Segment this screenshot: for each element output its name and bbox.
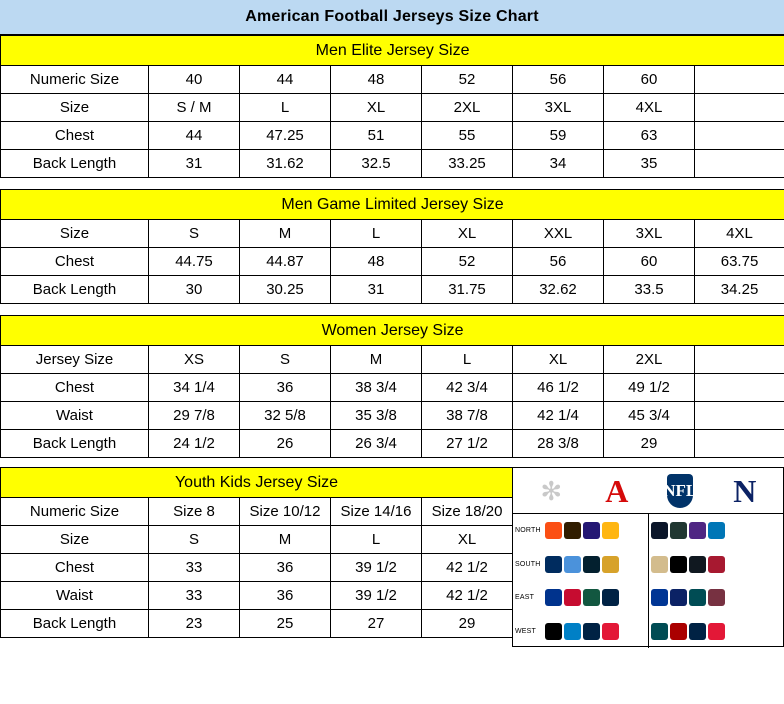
section-heading: Men Game Limited Jersey Size <box>1 190 784 220</box>
division-row-west <box>649 615 784 649</box>
table-row <box>1 582 513 610</box>
table-row <box>1 220 784 248</box>
table-row <box>1 346 784 374</box>
row-label: Chest <box>1 554 149 582</box>
team-logo-icon <box>545 623 562 640</box>
cell: Size 18/20 <box>422 498 513 526</box>
nfl-shield-icon: NFL <box>660 472 700 510</box>
row-label: Size <box>1 526 149 554</box>
cell: 44 <box>149 122 240 150</box>
cell: 32.62 <box>513 276 604 304</box>
team-logo-icon <box>564 623 581 640</box>
division-label: SOUTH <box>515 560 541 568</box>
cell <box>695 122 784 150</box>
team-logo-icon <box>602 623 619 640</box>
team-logo-icon <box>564 556 581 573</box>
team-logo-icon <box>670 556 687 573</box>
cell: S <box>149 526 240 554</box>
division-row-north <box>513 514 648 548</box>
section-heading: Youth Kids Jersey Size <box>1 468 513 498</box>
team-logo-icon <box>564 522 581 539</box>
team-logo-icon <box>564 589 581 606</box>
division-row-south <box>513 548 648 582</box>
team-logo-icon <box>670 589 687 606</box>
section-youth <box>0 467 512 638</box>
division-row-west <box>513 615 648 649</box>
cell: XS <box>149 346 240 374</box>
cell: XL <box>422 220 513 248</box>
table-women <box>0 315 784 458</box>
row-label: Size <box>1 220 149 248</box>
cell: 24 1/2 <box>149 430 240 458</box>
cell: 33.25 <box>422 150 513 178</box>
nfc-south-team-logos <box>651 556 725 573</box>
cell: 46 1/2 <box>513 374 604 402</box>
cell: 35 3/8 <box>331 402 422 430</box>
table-row <box>1 66 784 94</box>
cell: 40 <box>149 66 240 94</box>
cell: 3XL <box>513 94 604 122</box>
team-logo-icon <box>708 522 725 539</box>
cell: M <box>240 220 331 248</box>
cell: 33 <box>149 554 240 582</box>
row-label: Numeric Size <box>1 498 149 526</box>
table-row <box>1 430 784 458</box>
row-label: Waist <box>1 582 149 610</box>
cell: 59 <box>513 122 604 150</box>
division-row-north <box>649 514 784 548</box>
team-logo-icon <box>708 589 725 606</box>
cell: 29 7/8 <box>149 402 240 430</box>
row-label: Back Length <box>1 430 149 458</box>
table-section-header-row <box>1 468 513 498</box>
section-youth-and-logos <box>0 467 784 647</box>
cell: 36 <box>240 374 331 402</box>
section-women <box>0 315 784 458</box>
cell: 63 <box>604 122 695 150</box>
row-label: Back Length <box>1 610 149 638</box>
row-label: Chest <box>1 122 149 150</box>
team-logo-icon <box>689 556 706 573</box>
cell: 35 <box>604 150 695 178</box>
cell: XL <box>422 526 513 554</box>
team-logo-icon <box>708 556 725 573</box>
cell: 26 <box>240 430 331 458</box>
team-logo-icon <box>651 522 668 539</box>
division-label: EAST <box>515 594 535 602</box>
cell: Size 8 <box>149 498 240 526</box>
pro-bowl-star-icon: ✻ <box>540 475 563 506</box>
cell: 51 <box>331 122 422 150</box>
cell: 30 <box>149 276 240 304</box>
cell <box>695 150 784 178</box>
table-row <box>1 526 513 554</box>
cell <box>695 94 784 122</box>
cell <box>695 402 784 430</box>
cell: 52 <box>422 248 513 276</box>
cell: 42 3/4 <box>422 374 513 402</box>
row-label: Back Length <box>1 276 149 304</box>
cell: 31 <box>149 150 240 178</box>
cell: 4XL <box>695 220 784 248</box>
cell: 25 <box>240 610 331 638</box>
division-row-east <box>649 581 784 615</box>
table-row <box>1 122 784 150</box>
cell: 2XL <box>604 346 695 374</box>
team-logo-icon <box>583 556 600 573</box>
cell <box>695 346 784 374</box>
team-logo-icon <box>583 522 600 539</box>
cell: 28 3/8 <box>513 430 604 458</box>
team-logo-icon <box>583 589 600 606</box>
cell: Size 14/16 <box>331 498 422 526</box>
page-title: American Football Jerseys Size Chart <box>245 8 539 25</box>
nfl-logo-panel <box>512 467 784 647</box>
cell: L <box>240 94 331 122</box>
cell: 36 <box>240 554 331 582</box>
afc-north-team-logos <box>545 522 619 539</box>
nfc-north-team-logos <box>651 522 725 539</box>
page-footer-space <box>0 647 784 687</box>
cell: Size 10/12 <box>240 498 331 526</box>
table-row <box>1 402 784 430</box>
cell: 33 <box>149 582 240 610</box>
cell: 56 <box>513 248 604 276</box>
team-logo-icon <box>545 556 562 573</box>
team-logo-icon <box>689 522 706 539</box>
spacer <box>0 458 784 467</box>
conference-teams-block <box>513 514 783 648</box>
table-row <box>1 554 513 582</box>
team-logo-icon <box>545 522 562 539</box>
cell: 31.75 <box>422 276 513 304</box>
section-men-game-limited <box>0 189 784 304</box>
afc-east-team-logos <box>545 589 619 606</box>
table-men-elite <box>0 35 784 178</box>
nfc-teams-column <box>649 514 784 648</box>
cell: L <box>331 220 422 248</box>
afc-south-team-logos <box>545 556 619 573</box>
cell: 4XL <box>604 94 695 122</box>
team-logo-icon <box>670 522 687 539</box>
cell: 29 <box>422 610 513 638</box>
table-row <box>1 94 784 122</box>
cell: M <box>331 346 422 374</box>
cell: 2XL <box>422 94 513 122</box>
nfc-west-team-logos <box>651 623 725 640</box>
afc-west-team-logos <box>545 623 619 640</box>
afc-logo-icon: A <box>605 472 627 509</box>
section-heading: Women Jersey Size <box>1 316 784 346</box>
cell: 47.25 <box>240 122 331 150</box>
nfc-east-team-logos <box>651 589 725 606</box>
cell: XL <box>331 94 422 122</box>
cell: 44.87 <box>240 248 331 276</box>
section-heading: Men Elite Jersey Size <box>1 36 784 66</box>
team-logo-icon <box>651 589 668 606</box>
team-logo-icon <box>545 589 562 606</box>
cell: 44.75 <box>149 248 240 276</box>
spacer <box>0 304 784 315</box>
table-row <box>1 276 784 304</box>
cell: XL <box>513 346 604 374</box>
cell: 27 <box>331 610 422 638</box>
cell: 3XL <box>604 220 695 248</box>
cell: S <box>240 346 331 374</box>
team-logo-icon <box>689 589 706 606</box>
cell: 63.75 <box>695 248 784 276</box>
cell: 39 1/2 <box>331 582 422 610</box>
table-row <box>1 498 513 526</box>
cell: 48 <box>331 248 422 276</box>
cell: 38 7/8 <box>422 402 513 430</box>
cell: L <box>422 346 513 374</box>
table-row <box>1 610 513 638</box>
cell: 48 <box>331 66 422 94</box>
cell: 55 <box>422 122 513 150</box>
cell: 29 <box>604 430 695 458</box>
afc-teams-column <box>513 514 649 648</box>
table-men-game-limited <box>0 189 784 304</box>
row-label: Chest <box>1 248 149 276</box>
cell: 49 1/2 <box>604 374 695 402</box>
cell: 56 <box>513 66 604 94</box>
spacer <box>0 178 784 189</box>
cell: 38 3/4 <box>331 374 422 402</box>
cell <box>695 374 784 402</box>
cell <box>695 66 784 94</box>
cell: S / M <box>149 94 240 122</box>
team-logo-icon <box>651 556 668 573</box>
table-section-header-row <box>1 190 784 220</box>
cell: 32 5/8 <box>240 402 331 430</box>
team-logo-icon <box>689 623 706 640</box>
cell: XXL <box>513 220 604 248</box>
team-logo-icon <box>583 623 600 640</box>
row-label: Waist <box>1 402 149 430</box>
team-logo-icon <box>670 623 687 640</box>
row-label: Back Length <box>1 150 149 178</box>
team-logo-icon <box>651 623 668 640</box>
team-logo-icon <box>602 522 619 539</box>
row-label: Chest <box>1 374 149 402</box>
team-logo-icon <box>602 589 619 606</box>
cell: 23 <box>149 610 240 638</box>
cell: 42 1/2 <box>422 582 513 610</box>
cell: 42 1/2 <box>422 554 513 582</box>
division-row-south <box>649 548 784 582</box>
cell: 39 1/2 <box>331 554 422 582</box>
cell <box>695 430 784 458</box>
page-title-bar <box>0 0 784 35</box>
cell: 26 3/4 <box>331 430 422 458</box>
row-label: Jersey Size <box>1 346 149 374</box>
cell: 60 <box>604 66 695 94</box>
cell: 44 <box>240 66 331 94</box>
table-row <box>1 248 784 276</box>
cell: 31.62 <box>240 150 331 178</box>
cell: 34 1/4 <box>149 374 240 402</box>
table-row <box>1 150 784 178</box>
row-label: Size <box>1 94 149 122</box>
nfc-logo-icon: N <box>733 472 757 509</box>
cell: 60 <box>604 248 695 276</box>
cell: 27 1/2 <box>422 430 513 458</box>
table-youth <box>0 467 513 638</box>
cell: M <box>240 526 331 554</box>
cell: 52 <box>422 66 513 94</box>
division-label: WEST <box>515 627 537 635</box>
division-label: NORTH <box>515 527 541 535</box>
cell: 30.25 <box>240 276 331 304</box>
cell: 31 <box>331 276 422 304</box>
cell: 34.25 <box>695 276 784 304</box>
cell: L <box>331 526 422 554</box>
table-section-header-row <box>1 36 784 66</box>
section-men-elite <box>0 35 784 178</box>
league-logo-row <box>513 468 783 514</box>
logo-panel-container <box>512 467 784 647</box>
table-section-header-row <box>1 316 784 346</box>
team-logo-icon <box>708 623 725 640</box>
cell: 42 1/4 <box>513 402 604 430</box>
cell: 36 <box>240 582 331 610</box>
division-row-east <box>513 581 648 615</box>
cell: 34 <box>513 150 604 178</box>
team-logo-icon <box>602 556 619 573</box>
row-label: Numeric Size <box>1 66 149 94</box>
cell: 33.5 <box>604 276 695 304</box>
cell: S <box>149 220 240 248</box>
cell: 45 3/4 <box>604 402 695 430</box>
table-row <box>1 374 784 402</box>
cell: 32.5 <box>331 150 422 178</box>
